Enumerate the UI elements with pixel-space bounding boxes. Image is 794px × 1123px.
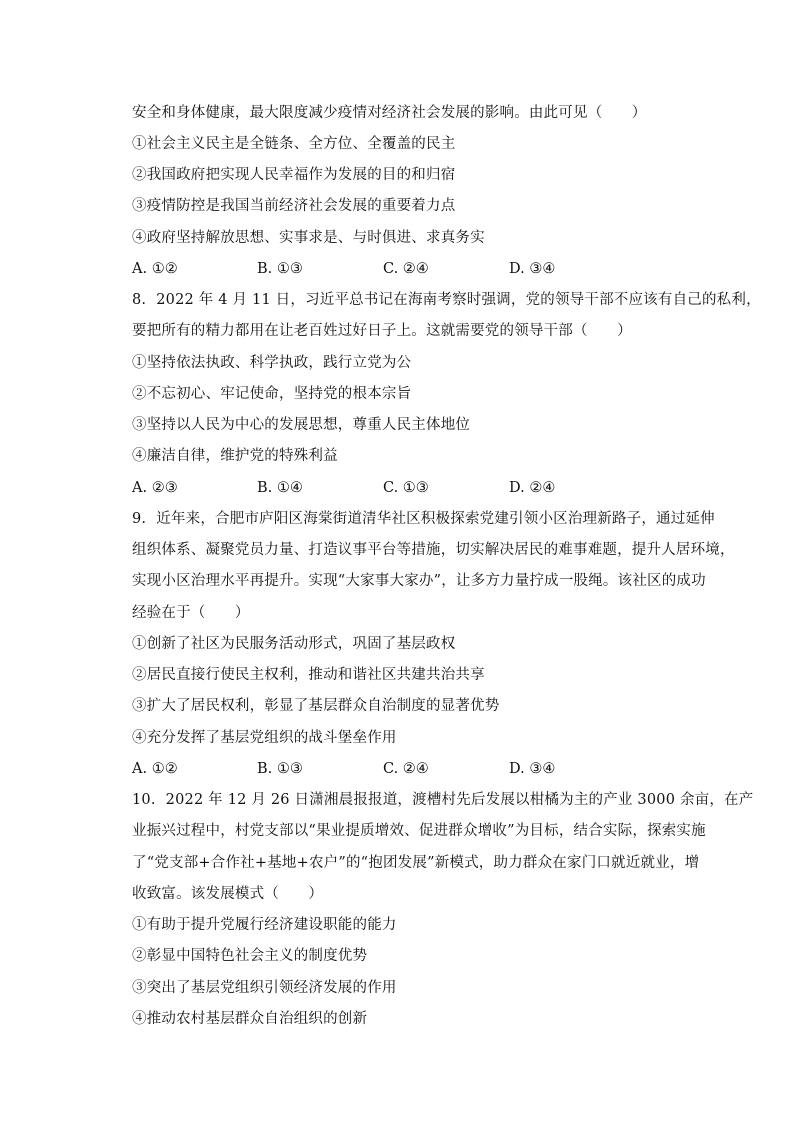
q8-item-1: ①坚持依法执政、科学执政，践行立党为公 (132, 355, 412, 371)
q10-item-3: ③突出了基层党组织引领经济发展的作用 (132, 980, 397, 996)
q8-option-c: C. ①③ (383, 480, 429, 496)
q10-stem-line-3: 了“党支部+合作社+基地+农户”的“抱团发展”新模式，助力群众在家门口就近就业，增 (132, 855, 700, 871)
q8-option-a: A. ②③ (132, 480, 178, 496)
q9-option-c: C. ②④ (383, 761, 429, 777)
q9-stem-line-3: 实现小区治理水平再提升。实现“大家事大家办”，让多方力量拧成一股绳。该社区的成功 (132, 573, 706, 589)
q10-stem-line-1 (132, 790, 753, 810)
q9-stem-line-2: 组织体系、凝聚党员力量、打造议事平台等措施，切实解决居民的难事难题，提升人居环境， (132, 542, 735, 558)
q10-stem-line-2: 业振兴过程中，村党支部以“果业提质增效、促进群众增收”为目标，结合实际，探索实施 (132, 823, 706, 839)
q10-item-1: ①有助于提升党履行经济建设职能的能力 (132, 917, 397, 933)
q7-item-4: ④政府坚持解放思想、实事求是、与时俱进、求真务实 (132, 230, 485, 246)
q10-stem-line-4: 收致富。该发展模式（ ） (132, 886, 324, 902)
q9-option-d: D. ③④ (509, 761, 556, 777)
q8-item-4: ④廉洁自律，维护党的特殊利益 (132, 448, 338, 464)
q8-stem-line-2: 要把所有的精力都用在让老百姓过好日子上。这就需要党的领导干部（ ） (132, 323, 632, 339)
q9-item-3: ③扩大了居民权利，彰显了基层群众自治制度的显著优势 (132, 698, 500, 714)
q8-item-3: ③坚持以人民为中心的发展思想，尊重人民主体地位 (132, 417, 471, 433)
q9-option-a: A. ①② (132, 761, 178, 777)
q7-option-c: C. ②④ (383, 261, 429, 277)
q9-item-4: ④充分发挥了基层党组织的战斗堡垒作用 (132, 730, 397, 746)
q7-stem-line: 安全和身体健康，最大限度减少疫情对经济社会发展的影响。由此可见（ ） (132, 105, 647, 121)
q10-number: 10. (132, 792, 156, 808)
q9-item-1: ①创新了社区为民服务活动形式，巩固了基层政权 (132, 636, 456, 652)
q9-number: 9. (132, 511, 147, 527)
q9-stem-text-1: 近年来，合肥市庐阳区海棠街道清华社区积极探索党建引领小区治理新路子，通过延伸 (156, 511, 715, 527)
q9-stem-line-4: 经验在于（ ） (132, 605, 250, 621)
q8-stem-text-1: 2022 年 4 月 11 日，习近平总书记在海南考察时强调，党的领导干部不应该有自己的私利， (156, 292, 761, 308)
q7-option-b: B. ①③ (257, 261, 303, 277)
q7-item-2: ②我国政府把实现人民幸福作为发展的目的和归宿 (132, 167, 456, 183)
q10-item-4: ④推动农村基层群众自治组织的创新 (132, 1011, 368, 1027)
q8-stem-line-1 (132, 290, 761, 310)
q7-option-d: D. ③④ (509, 261, 556, 277)
q9-item-2: ②居民直接行使民主权利，推动和谐社区共建共治共享 (132, 667, 485, 683)
q8-option-b: B. ①④ (257, 480, 303, 496)
q10-stem-text-1: 2022 年 12 月 26 日潇湘晨报报道，渡槽村先后发展以柑橘为主的产业 3000 余亩，在产 (165, 792, 754, 808)
q9-option-b: B. ①③ (257, 761, 303, 777)
q8-option-d: D. ②④ (509, 480, 556, 496)
q8-number: 8. (132, 292, 147, 308)
q9-stem-line-1 (132, 509, 715, 529)
q7-item-1: ①社会主义民主是全链条、全方位、全覆盖的民主 (132, 136, 456, 152)
q7-option-a: A. ①② (132, 261, 178, 277)
q8-item-2: ②不忘初心、牢记使命，坚持党的根本宗旨 (132, 386, 412, 402)
q7-item-3: ③疫情防控是我国当前经济社会发展的重要着力点 (132, 198, 456, 214)
q10-item-2: ②彰显中国特色社会主义的制度优势 (132, 948, 368, 964)
